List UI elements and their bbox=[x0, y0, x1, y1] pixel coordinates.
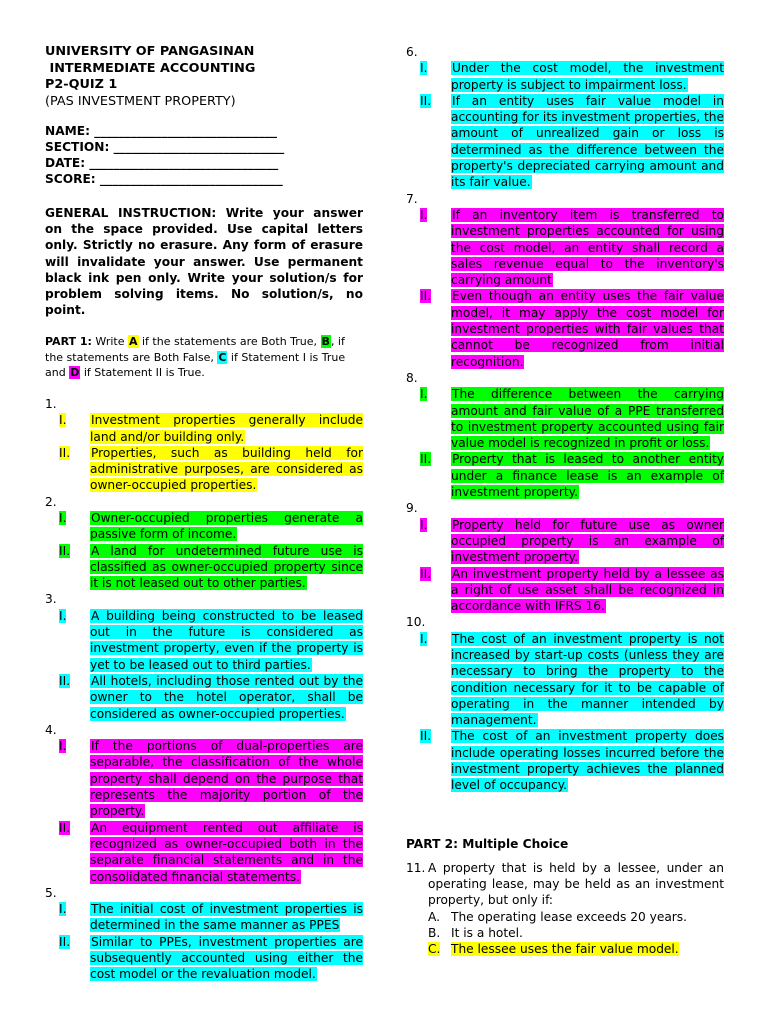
roman-numeral bbox=[45, 412, 90, 445]
item-number: 3. bbox=[45, 592, 57, 607]
statement-highlight: A land for undetermined future use is classified as owner-occupied property since it is not leased out to other parties. bbox=[90, 543, 363, 591]
roman-label: I. bbox=[59, 511, 67, 525]
statement-highlight: Properties, such as building held for administrative purposes, are considered as owner-occupied properties. bbox=[90, 445, 363, 493]
item-number: 5. bbox=[45, 885, 57, 900]
roman-label: II. bbox=[420, 289, 432, 304]
roman-numeral bbox=[45, 510, 90, 543]
roman-label: II. bbox=[59, 445, 71, 460]
statement-highlight: Property held for future use as owner occupied property is an example of investment property. bbox=[451, 517, 724, 565]
quiz-topic: (PAS INVESTMENT PROPERTY) bbox=[45, 93, 236, 109]
statement-highlight: A building being constructed to be leased out in the future is considered as investment property, even if the property is yet to be leased out to third parties. bbox=[90, 608, 363, 672]
part2-title: PART 2: Multiple Choice bbox=[406, 836, 569, 851]
roman-label: I. bbox=[420, 631, 428, 646]
right-column bbox=[406, 44, 724, 957]
roman-label: II. bbox=[420, 729, 432, 744]
part1-text: if Statement I is True and bbox=[45, 350, 349, 380]
statement-text bbox=[451, 207, 724, 288]
statement-text bbox=[451, 566, 724, 615]
roman-label: II. bbox=[59, 934, 71, 949]
roman-label: I. bbox=[59, 608, 67, 623]
left-column bbox=[45, 44, 368, 983]
statement-text bbox=[451, 60, 724, 93]
statement-one bbox=[406, 386, 724, 451]
roman-numeral bbox=[406, 93, 451, 191]
roman-numeral bbox=[45, 673, 90, 722]
statement-item bbox=[45, 396, 363, 494]
statement-highlight: If an inventory item is transferred to investment properties accounted for using the cost model, an entity shall record a sales revenue equal to the inventory's carrying amount bbox=[451, 207, 724, 288]
roman-numeral bbox=[406, 728, 451, 793]
question-text: A property that is held by a lessee, under an operating lease, may be held as an investment property, but only if: bbox=[428, 860, 724, 908]
statement-two bbox=[406, 566, 724, 615]
item-number: 8. bbox=[406, 370, 418, 385]
option-letter bbox=[406, 925, 451, 941]
general-instruction bbox=[45, 205, 368, 318]
statement-one bbox=[406, 207, 724, 288]
roman-label: I. bbox=[420, 207, 428, 222]
statement-item bbox=[45, 591, 363, 721]
question-options bbox=[406, 909, 724, 958]
statement-one bbox=[45, 412, 363, 445]
option-letter-text: A. bbox=[428, 909, 440, 924]
statement-two bbox=[45, 543, 363, 592]
roman-numeral bbox=[406, 207, 451, 288]
statement-highlight: Investment properties generally include land and/or building only. bbox=[90, 413, 363, 444]
option-b bbox=[406, 925, 724, 941]
roman-numeral bbox=[45, 901, 90, 934]
section-field: SECTION: ____________________________ bbox=[45, 140, 285, 154]
statement-text bbox=[451, 288, 724, 369]
statement-one bbox=[406, 517, 724, 566]
statement-item bbox=[45, 885, 363, 983]
roman-numeral bbox=[45, 738, 90, 819]
roman-numeral bbox=[406, 517, 451, 566]
statement-highlight: The difference between the carrying amount and fair value of a PPE transferred to investment property accounted using fair value model is recognized in profit or loss. bbox=[451, 387, 724, 451]
item-number: 10. bbox=[406, 615, 426, 630]
statement-text bbox=[90, 510, 363, 543]
item-number: 9. bbox=[406, 501, 418, 516]
roman-label: I. bbox=[59, 413, 67, 428]
option-c bbox=[406, 941, 724, 957]
roman-label: II. bbox=[59, 543, 71, 558]
part1-label: PART 1: bbox=[45, 335, 92, 349]
date-field: DATE: _______________________________ bbox=[45, 156, 279, 170]
statement-two bbox=[406, 288, 724, 369]
statement-text bbox=[90, 543, 363, 592]
statement-highlight: Owner-occupied properties generate a passive form of income. bbox=[90, 511, 363, 542]
part1-text: Write bbox=[91, 335, 128, 349]
roman-numeral bbox=[45, 608, 90, 673]
roman-numeral bbox=[406, 386, 451, 451]
statement-item bbox=[406, 500, 724, 614]
option-text bbox=[451, 909, 687, 925]
part1-items-left bbox=[45, 396, 363, 983]
statement-item bbox=[45, 722, 363, 885]
statement-text bbox=[451, 728, 724, 793]
part1-instruction bbox=[45, 334, 363, 381]
roman-numeral bbox=[45, 543, 90, 592]
statement-highlight: Property that is leased to another entity under a finance lease is an example of investment property. bbox=[451, 452, 724, 500]
statement-one bbox=[45, 608, 363, 673]
question-number: 11. bbox=[406, 860, 426, 875]
statement-highlight: The cost of an investment property does include operating losses incurred before the investment property achieves the planned level of occupancy. bbox=[451, 729, 724, 793]
option-letter bbox=[406, 941, 451, 957]
statement-two bbox=[45, 934, 363, 983]
statement-text bbox=[90, 820, 363, 885]
roman-label: II. bbox=[59, 820, 71, 835]
statement-one bbox=[45, 510, 363, 543]
statement-item bbox=[406, 44, 724, 191]
part1-text: if Statement II is True. bbox=[80, 366, 205, 380]
option-text bbox=[451, 941, 679, 957]
quiz-title: P2-QUIZ 1 bbox=[45, 77, 118, 92]
statement-text bbox=[90, 608, 363, 673]
statement-highlight: An equipment rented out affiliate is recognized as owner-occupied both in the separate financial statements and in the consolidated financial statements. bbox=[90, 820, 363, 884]
part1-text: if the statements are Both True, bbox=[138, 335, 321, 349]
option-letter-text: B. bbox=[428, 925, 441, 940]
instruction-text: Write your answer on the space provided. Use capital letters only. Strictly no erasure. Any form of erasure will invalidate your answer. Use permanent black ink pen only. Write your solution/s for problem solving items. No solution/s, no point. bbox=[45, 206, 368, 318]
item-number: 1. bbox=[45, 396, 57, 411]
roman-numeral bbox=[406, 631, 451, 729]
statement-highlight: All hotels, including those rented out by the owner to the hotel operator, shall be considered as owner-occupied properties. bbox=[90, 673, 363, 721]
item-number: 6. bbox=[406, 45, 418, 59]
statement-two bbox=[406, 728, 724, 793]
statement-text bbox=[90, 901, 363, 934]
part1-text: , if the statements are Both False, bbox=[45, 335, 349, 364]
option-text-highlight: The operating lease exceeds 20 years. bbox=[451, 909, 688, 924]
answer-key-b: B bbox=[321, 335, 330, 349]
roman-numeral bbox=[406, 566, 451, 615]
statement-highlight: Under the cost model, the investment property is subject to impairment loss. bbox=[451, 61, 724, 92]
roman-numeral bbox=[45, 820, 90, 885]
statement-one bbox=[45, 738, 363, 819]
option-a bbox=[406, 909, 724, 925]
roman-numeral bbox=[45, 934, 90, 983]
statement-item bbox=[406, 191, 724, 370]
item-number: 2. bbox=[45, 494, 57, 509]
instruction-label: GENERAL INSTRUCTION: bbox=[45, 206, 217, 220]
part1-items-right bbox=[406, 44, 724, 794]
score-field: SCORE: ______________________________ bbox=[45, 172, 283, 186]
statement-text bbox=[451, 93, 724, 191]
option-letter bbox=[406, 909, 451, 925]
roman-numeral bbox=[406, 451, 451, 500]
statement-highlight: Similar to PPEs, investment properties are subsequently accounted using either the cost model or the revaluation model. bbox=[90, 934, 363, 982]
statement-item bbox=[45, 494, 363, 592]
option-text bbox=[451, 925, 523, 941]
item-number: 4. bbox=[45, 722, 57, 737]
statement-highlight: If an entity uses fair value model in accounting for its investment properties, the amount of unrealized gain or loss is determined as the difference between the property's depreciated carrying amount and its fair value. bbox=[451, 93, 724, 190]
roman-numeral bbox=[45, 445, 90, 494]
statement-highlight: Even though an entity uses the fair value model, it may apply the cost model for investment properties with fair values that cannot be recognized from initial recognition. bbox=[451, 289, 724, 369]
statement-text bbox=[90, 412, 363, 445]
roman-label: I. bbox=[420, 61, 428, 76]
statement-text bbox=[90, 673, 363, 722]
statement-text bbox=[451, 386, 724, 451]
option-letter-text: C. bbox=[428, 942, 441, 957]
statement-highlight: The cost of an investment property is not increased by start-up costs (unless they are necessary to bring the property to the condition necessary for it to be capable of operating in the manner intended by management. bbox=[451, 631, 724, 728]
statement-highlight: The initial cost of investment properties is determined in the same manner as PPES bbox=[90, 902, 363, 933]
university-title: UNIVERSITY OF PANGASINAN bbox=[45, 44, 255, 59]
roman-label: II. bbox=[59, 673, 71, 688]
roman-label: I. bbox=[420, 517, 428, 532]
answer-key-c: C bbox=[218, 350, 227, 364]
roman-label: I. bbox=[420, 387, 428, 402]
option-text-highlight: The lessee uses the fair value model. bbox=[451, 942, 679, 957]
statement-two bbox=[45, 673, 363, 722]
statement-one bbox=[406, 631, 724, 729]
option-text-highlight: It is a hotel. bbox=[451, 925, 523, 940]
statement-two bbox=[406, 451, 724, 500]
statement-text bbox=[90, 934, 363, 983]
statement-two bbox=[406, 93, 724, 191]
roman-label: I. bbox=[59, 902, 67, 917]
roman-label: II. bbox=[420, 93, 432, 108]
statement-item bbox=[406, 614, 724, 793]
statement-one bbox=[406, 60, 724, 93]
roman-label: I. bbox=[59, 739, 67, 754]
roman-label: II. bbox=[420, 566, 432, 581]
answer-key-a: A bbox=[128, 335, 138, 349]
statement-text bbox=[90, 445, 363, 494]
statement-item bbox=[406, 370, 724, 500]
statement-two bbox=[45, 820, 363, 885]
statement-text bbox=[90, 738, 363, 819]
statement-two bbox=[45, 445, 363, 494]
item-number: 7. bbox=[406, 191, 418, 206]
roman-label: II. bbox=[420, 452, 432, 467]
name-field: NAME: ______________________________ bbox=[45, 124, 278, 138]
course-title: INTERMEDIATE ACCOUNTING bbox=[45, 60, 256, 76]
answer-key-d: D bbox=[70, 366, 80, 380]
statement-text bbox=[451, 631, 724, 729]
statement-text bbox=[451, 451, 724, 500]
statement-highlight: An investment property held by a lessee as a right of use asset shall be recognized in accordance with IFRS 16. bbox=[451, 566, 724, 614]
statement-highlight: If the portions of dual-properties are separable, the classification of the whole property shall depend on the purpose that represents the majority portion of the property. bbox=[90, 739, 363, 819]
student-fields bbox=[45, 123, 363, 187]
statement-one bbox=[45, 901, 363, 934]
roman-numeral bbox=[406, 60, 451, 93]
roman-numeral bbox=[406, 288, 451, 369]
statement-text bbox=[451, 517, 724, 566]
question-11 bbox=[406, 860, 724, 909]
